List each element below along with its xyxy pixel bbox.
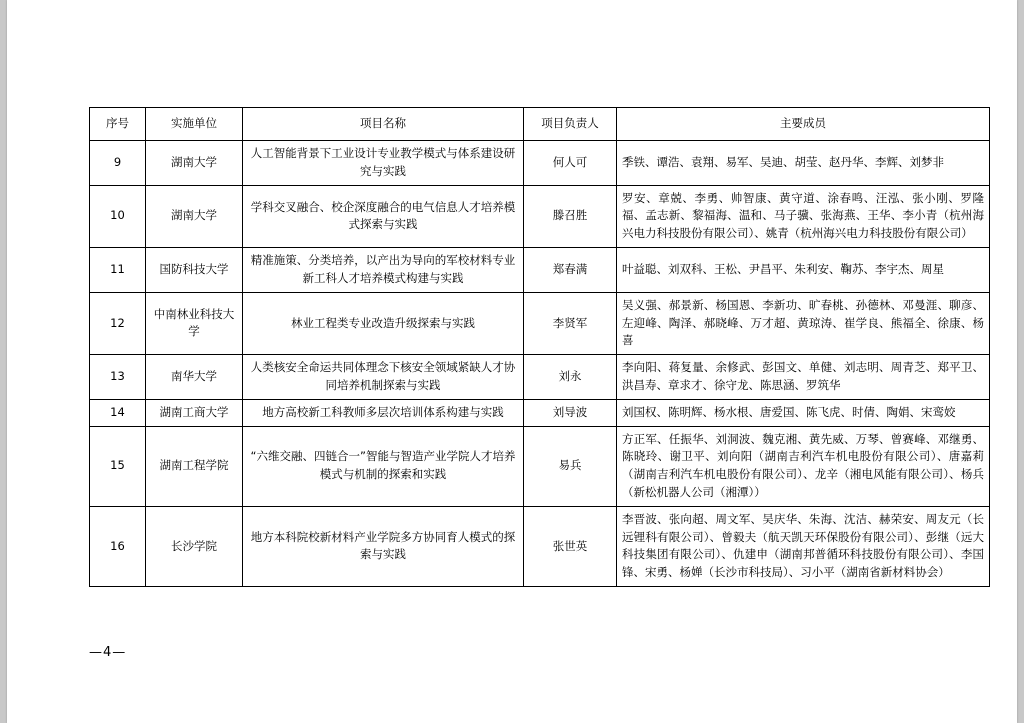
table-body <box>90 141 990 587</box>
row-no: 15 <box>90 426 146 506</box>
row-members: 季铁、谭浩、袁翔、易军、吴迪、胡莹、赵丹华、李辉、刘梦非 <box>617 141 990 186</box>
row-project: 地方本科院校新材料产业学院多方协同育人模式的探索与实践 <box>243 506 524 586</box>
row-no: 9 <box>90 141 146 186</box>
table-header-row <box>90 108 990 141</box>
row-project: 精准施策、分类培养，以产出为导向的军校材料专业新工科人才培养模式构建与实践 <box>243 248 524 293</box>
row-members: 叶益聪、刘双科、王松、尹昌平、朱利安、鞠苏、李宇杰、周星 <box>617 248 990 293</box>
row-no: 12 <box>90 292 146 354</box>
table-row <box>90 141 990 186</box>
row-project: 学科交叉融合、校企深度融合的电气信息人才培养模式探索与实践 <box>243 185 524 247</box>
table-row <box>90 185 990 247</box>
row-members: 李晋波、张向超、周文军、吴庆华、朱海、沈洁、赫荣安、周友元（长远锂科有限公司）、曾毅夫（航天凯天环保股份有限公司）、彭继（远大科技集团有限公司）、仇建申（湖南邦普循环科技股份有限公司）、李国锋、宋勇、杨婵（长沙市科技局）、习小平（湖南省新材料协会） <box>617 506 990 586</box>
row-unit: 长沙学院 <box>146 506 243 586</box>
row-unit: 湖南大学 <box>146 141 243 186</box>
row-leader: 刘永 <box>524 355 617 400</box>
row-unit: 湖南工程学院 <box>146 426 243 506</box>
table-row <box>90 355 990 400</box>
table-row <box>90 292 990 354</box>
row-no: 14 <box>90 399 146 426</box>
table-row <box>90 399 990 426</box>
row-project: “六维交融、四链合一”智能与智造产业学院人才培养模式与机制的探索和实践 <box>243 426 524 506</box>
header-cell-members: 主要成员 <box>617 108 990 141</box>
row-leader: 滕召胜 <box>524 185 617 247</box>
row-unit: 中南林业科技大学 <box>146 292 243 354</box>
row-members: 刘国权、陈明辉、杨水根、唐爱国、陈飞虎、时倩、陶娟、宋鸾姣 <box>617 399 990 426</box>
table-row <box>90 506 990 586</box>
row-project: 地方高校新工科教师多层次培训体系构建与实践 <box>243 399 524 426</box>
row-unit: 湖南工商大学 <box>146 399 243 426</box>
row-members: 罗安、章兢、李勇、帅智康、黄守道、涂春鸣、汪泓、张小刚、罗隆福、孟志新、黎福海、温和、马子骥、张海燕、王华、李小青（杭州海兴电力科技股份有限公司）、姚青（杭州海兴电力科技股份有限公司） <box>617 185 990 247</box>
row-members: 吴义强、郝景新、杨国恩、李新功、旷春桃、孙德林、邓曼涯、聊彦、左迎峰、陶泽、郝晓峰、万才超、黄琼涛、崔学良、熊福全、徐康、杨喜 <box>617 292 990 354</box>
row-project: 人类核安全命运共同体理念下核安全领域紧缺人才协同培养机制探索与实践 <box>243 355 524 400</box>
header-cell-project: 项目名称 <box>243 108 524 141</box>
row-members: 李向阳、蒋复量、余修武、彭国文、单健、刘志明、周青芝、郑平卫、洪昌寿、章求才、徐守龙、陈思涵、罗筑华 <box>617 355 990 400</box>
table-row <box>90 248 990 293</box>
table-row <box>90 426 990 506</box>
row-leader: 李贤军 <box>524 292 617 354</box>
row-leader: 郑春满 <box>524 248 617 293</box>
row-unit: 湖南大学 <box>146 185 243 247</box>
row-leader: 张世英 <box>524 506 617 586</box>
header-cell-no: 序号 <box>90 108 146 141</box>
row-no: 11 <box>90 248 146 293</box>
row-unit: 国防科技大学 <box>146 248 243 293</box>
header-cell-leader: 项目负责人 <box>524 108 617 141</box>
row-no: 16 <box>90 506 146 586</box>
table-header <box>90 108 990 141</box>
document-page <box>7 0 1017 723</box>
page-number: —4— <box>89 645 127 660</box>
row-unit: 南华大学 <box>146 355 243 400</box>
header-cell-unit: 实施单位 <box>146 108 243 141</box>
row-members: 方正军、任振华、刘洞波、魏克湘、黄先威、万琴、曾赛峰、邓继勇、陈晓玲、谢卫平、刘向阳（湖南吉利汽车机电股份有限公司）、唐嘉莉（湖南吉利汽车机电股份有限公司）、龙辛（湘电风能有限公司）、杨兵（新松机器人公司（湘潭）） <box>617 426 990 506</box>
row-no: 13 <box>90 355 146 400</box>
row-leader: 何人可 <box>524 141 617 186</box>
row-leader: 易兵 <box>524 426 617 506</box>
row-project: 人工智能背景下工业设计专业教学模式与体系建设研究与实践 <box>243 141 524 186</box>
row-leader: 刘导波 <box>524 399 617 426</box>
row-project: 林业工程类专业改造升级探索与实践 <box>243 292 524 354</box>
project-table <box>89 107 990 587</box>
row-no: 10 <box>90 185 146 247</box>
